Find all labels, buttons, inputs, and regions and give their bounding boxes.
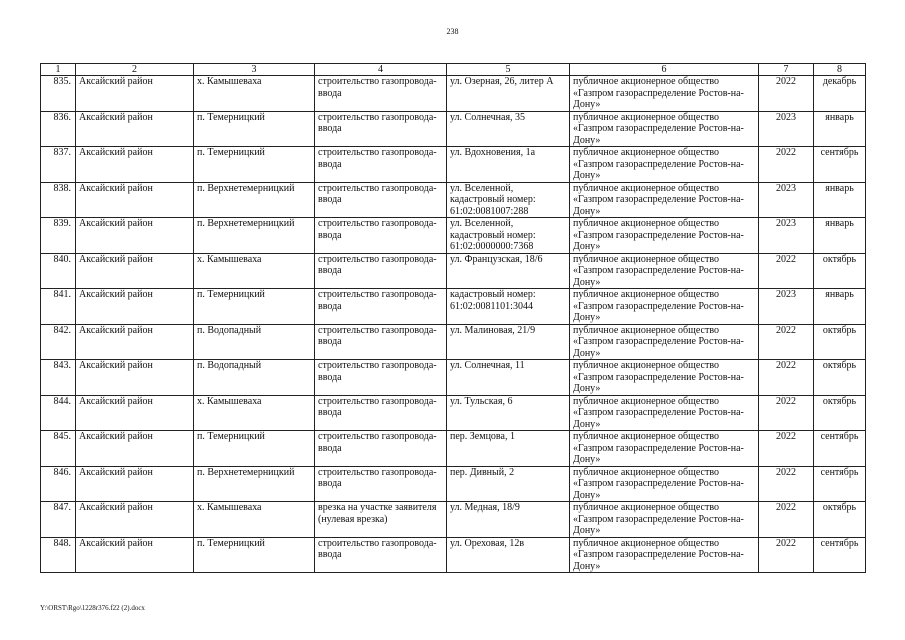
table-row xyxy=(41,253,866,289)
organization-cell: публичное акционерное общество «Газпром газораспределение Ростов-на-Дону» xyxy=(570,466,759,502)
work-type-cell: строительство газопровода-ввода xyxy=(315,147,447,183)
column-header: 8 xyxy=(814,64,866,76)
table-row xyxy=(41,289,866,325)
organization-cell: публичное акционерное общество «Газпром газораспределение Ростов-на-Дону» xyxy=(570,76,759,112)
month-cell: октябрь xyxy=(814,324,866,360)
row-number-cell: 844. xyxy=(41,395,76,431)
settlement-cell: п. Темерницкий xyxy=(194,431,315,467)
district-cell: Аксайский район xyxy=(76,111,194,147)
table-row xyxy=(41,76,866,112)
month-cell: сентябрь xyxy=(814,537,866,573)
address-cell: ул. Тульская, 6 xyxy=(447,395,570,431)
year-cell: 2022 xyxy=(759,537,814,573)
column-header: 6 xyxy=(570,64,759,76)
district-cell: Аксайский район xyxy=(76,182,194,218)
settlement-cell: х. Камышеваха xyxy=(194,395,315,431)
year-cell: 2022 xyxy=(759,360,814,396)
column-header: 1 xyxy=(41,64,76,76)
month-cell: сентябрь xyxy=(814,147,866,183)
address-cell: ул. Солнечная, 11 xyxy=(447,360,570,396)
address-cell: ул. Озерная, 26, литер А xyxy=(447,76,570,112)
address-cell: ул. Вдохновения, 1а xyxy=(447,147,570,183)
district-cell: Аксайский район xyxy=(76,537,194,573)
year-cell: 2023 xyxy=(759,111,814,147)
settlement-cell: п. Верхнетемерницкий xyxy=(194,182,315,218)
table-row xyxy=(41,395,866,431)
work-type-cell: строительство газопровода-ввода xyxy=(315,324,447,360)
table-body xyxy=(41,76,866,573)
address-cell: ул. Малиновая, 21/9 xyxy=(447,324,570,360)
schedule-table xyxy=(40,63,866,573)
organization-cell: публичное акционерное общество «Газпром газораспределение Ростов-на-Дону» xyxy=(570,289,759,325)
column-header: 4 xyxy=(315,64,447,76)
address-cell: ул. Медная, 18/9 xyxy=(447,502,570,538)
organization-cell: публичное акционерное общество «Газпром газораспределение Ростов-на-Дону» xyxy=(570,253,759,289)
address-cell: ул. Вселенной, кадастровый номер: 61:02:0081007:288 xyxy=(447,182,570,218)
row-number-cell: 846. xyxy=(41,466,76,502)
column-header: 5 xyxy=(447,64,570,76)
month-cell: январь xyxy=(814,111,866,147)
address-cell: ул. Вселенной, кадастровый номер: 61:02:0000000:7368 xyxy=(447,218,570,254)
row-number-cell: 843. xyxy=(41,360,76,396)
page-number: 238 xyxy=(446,27,459,36)
work-type-cell: строительство газопровода-ввода xyxy=(315,111,447,147)
address-cell: ул. Ореховая, 12в xyxy=(447,537,570,573)
district-cell: Аксайский район xyxy=(76,218,194,254)
settlement-cell: п. Водопадный xyxy=(194,360,315,396)
work-type-cell: врезка на участке заявителя (нулевая врезка) xyxy=(315,502,447,538)
settlement-cell: х. Камышеваха xyxy=(194,502,315,538)
row-number-cell: 840. xyxy=(41,253,76,289)
settlement-cell: х. Камышеваха xyxy=(194,76,315,112)
settlement-cell: п. Верхнетемерницкий xyxy=(194,218,315,254)
table-row xyxy=(41,466,866,502)
organization-cell: публичное акционерное общество «Газпром газораспределение Ростов-на-Дону» xyxy=(570,182,759,218)
organization-cell: публичное акционерное общество «Газпром газораспределение Ростов-на-Дону» xyxy=(570,218,759,254)
table-row xyxy=(41,431,866,467)
settlement-cell: п. Темерницкий xyxy=(194,289,315,325)
row-number-cell: 842. xyxy=(41,324,76,360)
month-cell: декабрь xyxy=(814,76,866,112)
work-type-cell: строительство газопровода-ввода xyxy=(315,360,447,396)
column-header: 2 xyxy=(76,64,194,76)
table-row xyxy=(41,147,866,183)
district-cell: Аксайский район xyxy=(76,324,194,360)
organization-cell: публичное акционерное общество «Газпром газораспределение Ростов-на-Дону» xyxy=(570,431,759,467)
district-cell: Аксайский район xyxy=(76,466,194,502)
month-cell: октябрь xyxy=(814,395,866,431)
year-cell: 2022 xyxy=(759,395,814,431)
work-type-cell: строительство газопровода-ввода xyxy=(315,289,447,325)
row-number-cell: 836. xyxy=(41,111,76,147)
address-cell: пер. Земцова, 1 xyxy=(447,431,570,467)
month-cell: октябрь xyxy=(814,502,866,538)
work-type-cell: строительство газопровода-ввода xyxy=(315,431,447,467)
district-cell: Аксайский район xyxy=(76,253,194,289)
organization-cell: публичное акционерное общество «Газпром газораспределение Ростов-на-Дону» xyxy=(570,395,759,431)
year-cell: 2022 xyxy=(759,76,814,112)
settlement-cell: п. Темерницкий xyxy=(194,111,315,147)
year-cell: 2022 xyxy=(759,147,814,183)
table-row xyxy=(41,182,866,218)
organization-cell: публичное акционерное общество «Газпром газораспределение Ростов-на-Дону» xyxy=(570,537,759,573)
organization-cell: публичное акционерное общество «Газпром газораспределение Ростов-на-Дону» xyxy=(570,147,759,183)
row-number-cell: 847. xyxy=(41,502,76,538)
settlement-cell: х. Камышеваха xyxy=(194,253,315,289)
work-type-cell: строительство газопровода-ввода xyxy=(315,395,447,431)
row-number-cell: 835. xyxy=(41,76,76,112)
table-row xyxy=(41,537,866,573)
year-cell: 2022 xyxy=(759,466,814,502)
row-number-cell: 841. xyxy=(41,289,76,325)
district-cell: Аксайский район xyxy=(76,431,194,467)
organization-cell: публичное акционерное общество «Газпром газораспределение Ростов-на-Дону» xyxy=(570,324,759,360)
row-number-cell: 837. xyxy=(41,147,76,183)
month-cell: январь xyxy=(814,218,866,254)
settlement-cell: п. Темерницкий xyxy=(194,537,315,573)
work-type-cell: строительство газопровода-ввода xyxy=(315,182,447,218)
row-number-cell: 845. xyxy=(41,431,76,467)
column-header: 3 xyxy=(194,64,315,76)
district-cell: Аксайский район xyxy=(76,395,194,431)
year-cell: 2022 xyxy=(759,431,814,467)
column-header: 7 xyxy=(759,64,814,76)
month-cell: сентябрь xyxy=(814,431,866,467)
district-cell: Аксайский район xyxy=(76,502,194,538)
year-cell: 2022 xyxy=(759,324,814,360)
table-row xyxy=(41,502,866,538)
address-cell: ул. Французская, 18/6 xyxy=(447,253,570,289)
year-cell: 2023 xyxy=(759,218,814,254)
organization-cell: публичное акционерное общество «Газпром газораспределение Ростов-на-Дону» xyxy=(570,111,759,147)
table-row xyxy=(41,360,866,396)
organization-cell: публичное акционерное общество «Газпром газораспределение Ростов-на-Дону» xyxy=(570,360,759,396)
month-cell: январь xyxy=(814,289,866,325)
table-row xyxy=(41,324,866,360)
district-cell: Аксайский район xyxy=(76,360,194,396)
row-number-cell: 838. xyxy=(41,182,76,218)
year-cell: 2022 xyxy=(759,253,814,289)
work-type-cell: строительство газопровода-ввода xyxy=(315,76,447,112)
organization-cell: публичное акционерное общество «Газпром газораспределение Ростов-на-Дону» xyxy=(570,502,759,538)
district-cell: Аксайский район xyxy=(76,147,194,183)
table-row xyxy=(41,218,866,254)
work-type-cell: строительство газопровода-ввода xyxy=(315,466,447,502)
settlement-cell: п. Темерницкий xyxy=(194,147,315,183)
row-number-cell: 839. xyxy=(41,218,76,254)
month-cell: октябрь xyxy=(814,253,866,289)
district-cell: Аксайский район xyxy=(76,289,194,325)
footer-file-path: Y:\ORST\Rgo\1228r376.f22 (2).docx xyxy=(40,604,145,612)
header-row xyxy=(41,64,866,76)
work-type-cell: строительство газопровода-ввода xyxy=(315,253,447,289)
month-cell: сентябрь xyxy=(814,466,866,502)
month-cell: октябрь xyxy=(814,360,866,396)
district-cell: Аксайский район xyxy=(76,76,194,112)
year-cell: 2023 xyxy=(759,182,814,218)
settlement-cell: п. Верхнетемерницкий xyxy=(194,466,315,502)
row-number-cell: 848. xyxy=(41,537,76,573)
work-type-cell: строительство газопровода-ввода xyxy=(315,537,447,573)
year-cell: 2022 xyxy=(759,502,814,538)
table-row xyxy=(41,111,866,147)
work-type-cell: строительство газопровода-ввода xyxy=(315,218,447,254)
address-cell: кадастровый номер: 61:02:0081101:3044 xyxy=(447,289,570,325)
month-cell: январь xyxy=(814,182,866,218)
settlement-cell: п. Водопадный xyxy=(194,324,315,360)
address-cell: ул. Солнечная, 35 xyxy=(447,111,570,147)
year-cell: 2023 xyxy=(759,289,814,325)
address-cell: пер. Дивный, 2 xyxy=(447,466,570,502)
